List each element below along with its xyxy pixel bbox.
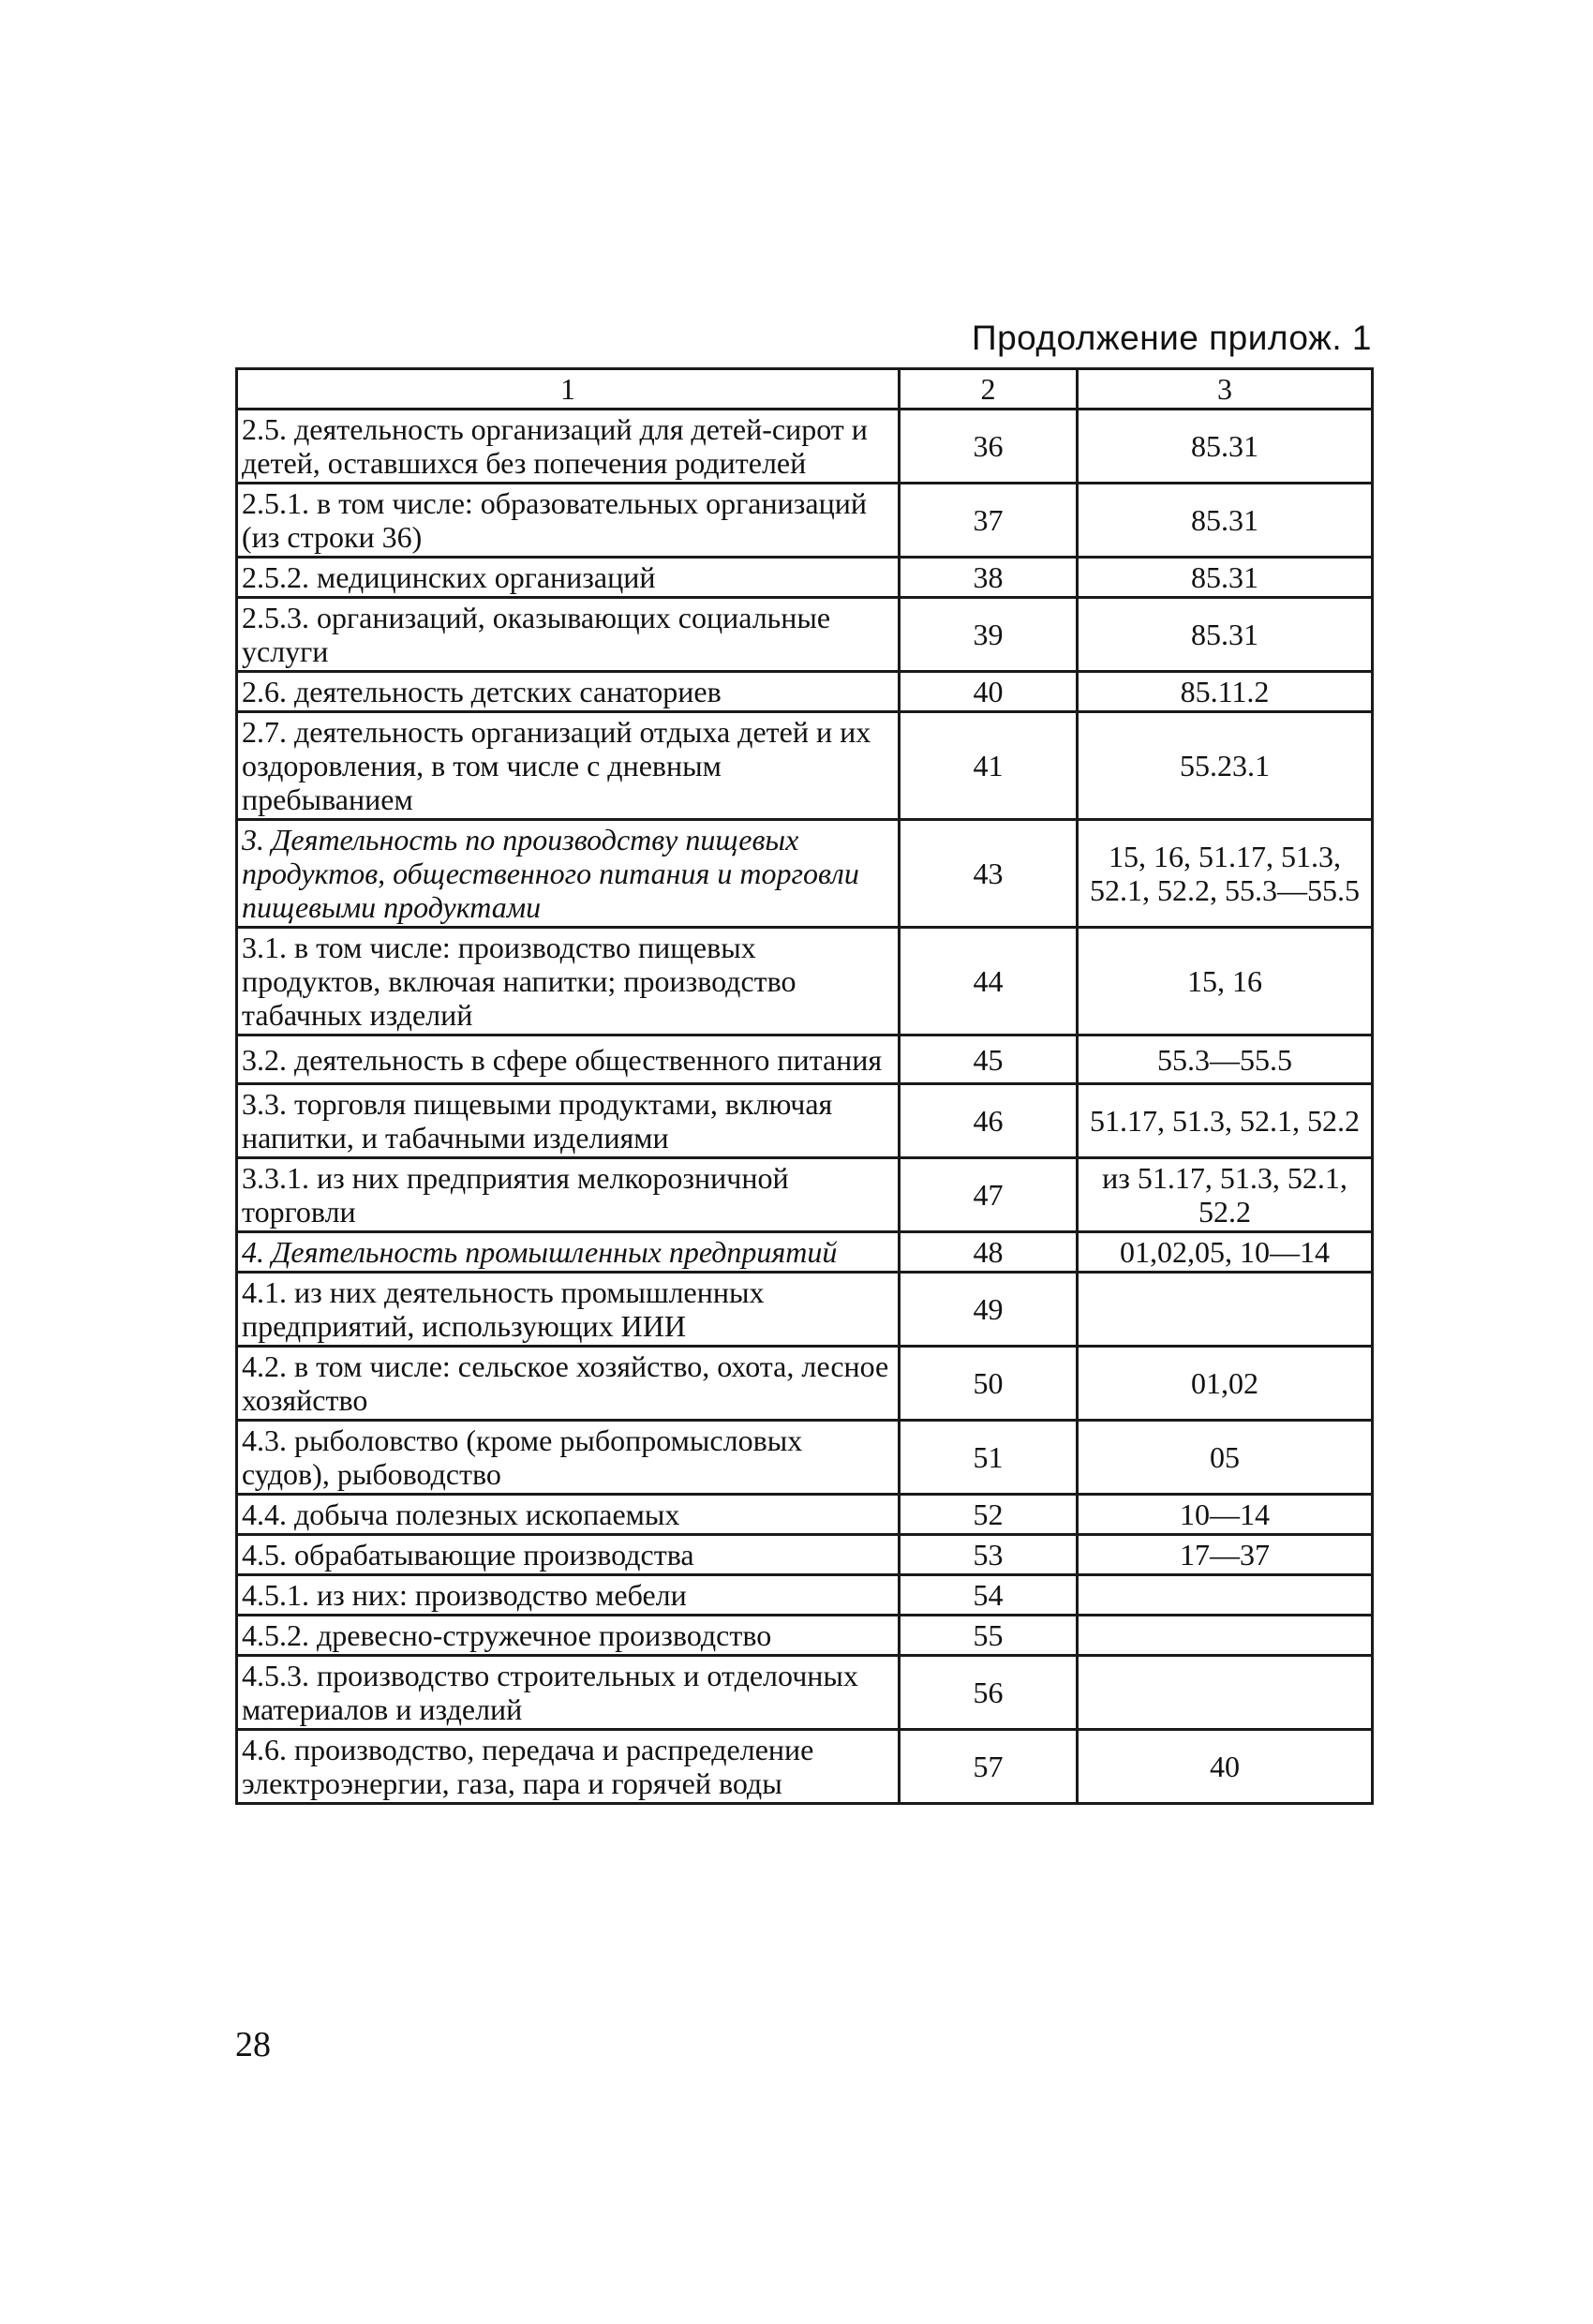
row-description: 2.5. деятельность организаций для детей-сирот и детей, оставшихся без попечения родителей xyxy=(237,410,900,484)
row-line-number: 48 xyxy=(900,1232,1078,1273)
row-okved-code: 01,02 xyxy=(1078,1347,1373,1421)
row-description: 4.3. рыболовство (кроме рыбопромысловых судов), рыбоводство xyxy=(237,1421,900,1495)
row-line-number: 37 xyxy=(900,484,1078,558)
row-line-number: 45 xyxy=(900,1035,1078,1084)
row-okved-code: 85.31 xyxy=(1078,484,1373,558)
table-row xyxy=(237,820,1373,928)
table-row xyxy=(237,1616,1373,1656)
row-line-number: 51 xyxy=(900,1421,1078,1495)
row-okved-code: 01,02,05, 10—14 xyxy=(1078,1232,1373,1273)
row-okved-code xyxy=(1078,1616,1373,1656)
row-line-number: 41 xyxy=(900,712,1078,820)
row-okved-code: 85.31 xyxy=(1078,598,1373,672)
table-row xyxy=(237,1273,1373,1347)
row-okved-code: 85.31 xyxy=(1078,558,1373,598)
row-okved-code: 51.17, 51.3, 52.1, 52.2 xyxy=(1078,1084,1373,1158)
table-row xyxy=(237,1535,1373,1575)
table-row xyxy=(237,1347,1373,1421)
table-row xyxy=(237,1232,1373,1273)
table-row xyxy=(237,1084,1373,1158)
row-description: 4.6. производство, передача и распределение электроэнергии, газа, пара и горячей воды xyxy=(237,1730,900,1804)
table-row xyxy=(237,598,1373,672)
row-description: 2.6. деятельность детских санаториев xyxy=(237,672,900,712)
table-row xyxy=(237,1575,1373,1616)
table-row xyxy=(237,1035,1373,1084)
table-row xyxy=(237,1158,1373,1232)
activity-table xyxy=(235,367,1374,1805)
row-okved-code: 85.11.2 xyxy=(1078,672,1373,712)
table-header-row xyxy=(237,369,1373,410)
row-description: 3.2. деятельность в сфере общественного питания xyxy=(237,1035,900,1084)
table-row xyxy=(237,1656,1373,1730)
table-row xyxy=(237,712,1373,820)
table-row xyxy=(237,558,1373,598)
row-line-number: 50 xyxy=(900,1347,1078,1421)
row-description: 4.5. обрабатывающие производства xyxy=(237,1535,900,1575)
row-description: 3.3.1. из них предприятия мелкорозничной торговли xyxy=(237,1158,900,1232)
row-okved-code xyxy=(1078,1273,1373,1347)
row-line-number: 47 xyxy=(900,1158,1078,1232)
row-line-number: 57 xyxy=(900,1730,1078,1804)
row-description: 2.7. деятельность организаций отдыха детей и их оздоровления, в том числе с дневным пребыванием xyxy=(237,712,900,820)
table-row xyxy=(237,410,1373,484)
row-line-number: 53 xyxy=(900,1535,1078,1575)
row-description: 4.4. добыча полезных ископаемых xyxy=(237,1495,900,1535)
row-description: 4.5.3. производство строительных и отделочных материалов и изделий xyxy=(237,1656,900,1730)
table-row xyxy=(237,1421,1373,1495)
row-description: 4.1. из них деятельность промышленных предприятий, использующих ИИИ xyxy=(237,1273,900,1347)
row-line-number: 43 xyxy=(900,820,1078,928)
table-row xyxy=(237,672,1373,712)
row-line-number: 44 xyxy=(900,928,1078,1035)
row-line-number: 49 xyxy=(900,1273,1078,1347)
row-description: 4.2. в том числе: сельское хозяйство, охота, лесное хозяйство xyxy=(237,1347,900,1421)
page-number: 28 xyxy=(235,2025,271,2064)
table-row xyxy=(237,1495,1373,1535)
row-description: 2.5.1. в том числе: образовательных организаций (из строки 36) xyxy=(237,484,900,558)
row-line-number: 40 xyxy=(900,672,1078,712)
table-row xyxy=(237,484,1373,558)
row-line-number: 36 xyxy=(900,410,1078,484)
row-okved-code: 15, 16, 51.17, 51.3, 52.1, 52.2, 55.3—55.5 xyxy=(1078,820,1373,928)
row-line-number: 55 xyxy=(900,1616,1078,1656)
row-line-number: 46 xyxy=(900,1084,1078,1158)
row-okved-code: 85.31 xyxy=(1078,410,1373,484)
table-row xyxy=(237,928,1373,1035)
row-line-number: 56 xyxy=(900,1656,1078,1730)
table-body xyxy=(237,410,1373,1804)
row-okved-code xyxy=(1078,1656,1373,1730)
table-row xyxy=(237,1730,1373,1804)
column-header-2: 2 xyxy=(900,369,1078,410)
row-line-number: 38 xyxy=(900,558,1078,598)
row-okved-code: из 51.17, 51.3, 52.1, 52.2 xyxy=(1078,1158,1373,1232)
column-header-3: 3 xyxy=(1078,369,1373,410)
row-line-number: 54 xyxy=(900,1575,1078,1616)
row-okved-code: 55.23.1 xyxy=(1078,712,1373,820)
row-okved-code: 40 xyxy=(1078,1730,1373,1804)
row-description: 3.1. в том числе: производство пищевых продуктов, включая напитки; производство табачных изделий xyxy=(237,928,900,1035)
row-okved-code: 05 xyxy=(1078,1421,1373,1495)
row-description: 4.5.1. из них: производство мебели xyxy=(237,1575,900,1616)
row-description: 2.5.3. организаций, оказывающих социальные услуги xyxy=(237,598,900,672)
row-okved-code xyxy=(1078,1575,1373,1616)
row-okved-code: 17—37 xyxy=(1078,1535,1373,1575)
row-okved-code: 55.3—55.5 xyxy=(1078,1035,1373,1084)
row-line-number: 52 xyxy=(900,1495,1078,1535)
row-okved-code: 15, 16 xyxy=(1078,928,1373,1035)
row-description: 3.3. торговля пищевыми продуктами, включая напитки, и табачными изделиями xyxy=(237,1084,900,1158)
row-description: 4.5.2. древесно-стружечное производство xyxy=(237,1616,900,1656)
row-description: 2.5.2. медицинских организаций xyxy=(237,558,900,598)
column-header-1: 1 xyxy=(237,369,900,410)
row-line-number: 39 xyxy=(900,598,1078,672)
row-description: 4. Деятельность промышленных предприятий xyxy=(237,1232,900,1273)
row-description: 3. Деятельность по производству пищевых продуктов, общественного питания и торговли пищевыми продуктами xyxy=(237,820,900,928)
table-caption: Продолжение прилож. 1 xyxy=(971,319,1372,357)
row-okved-code: 10—14 xyxy=(1078,1495,1373,1535)
